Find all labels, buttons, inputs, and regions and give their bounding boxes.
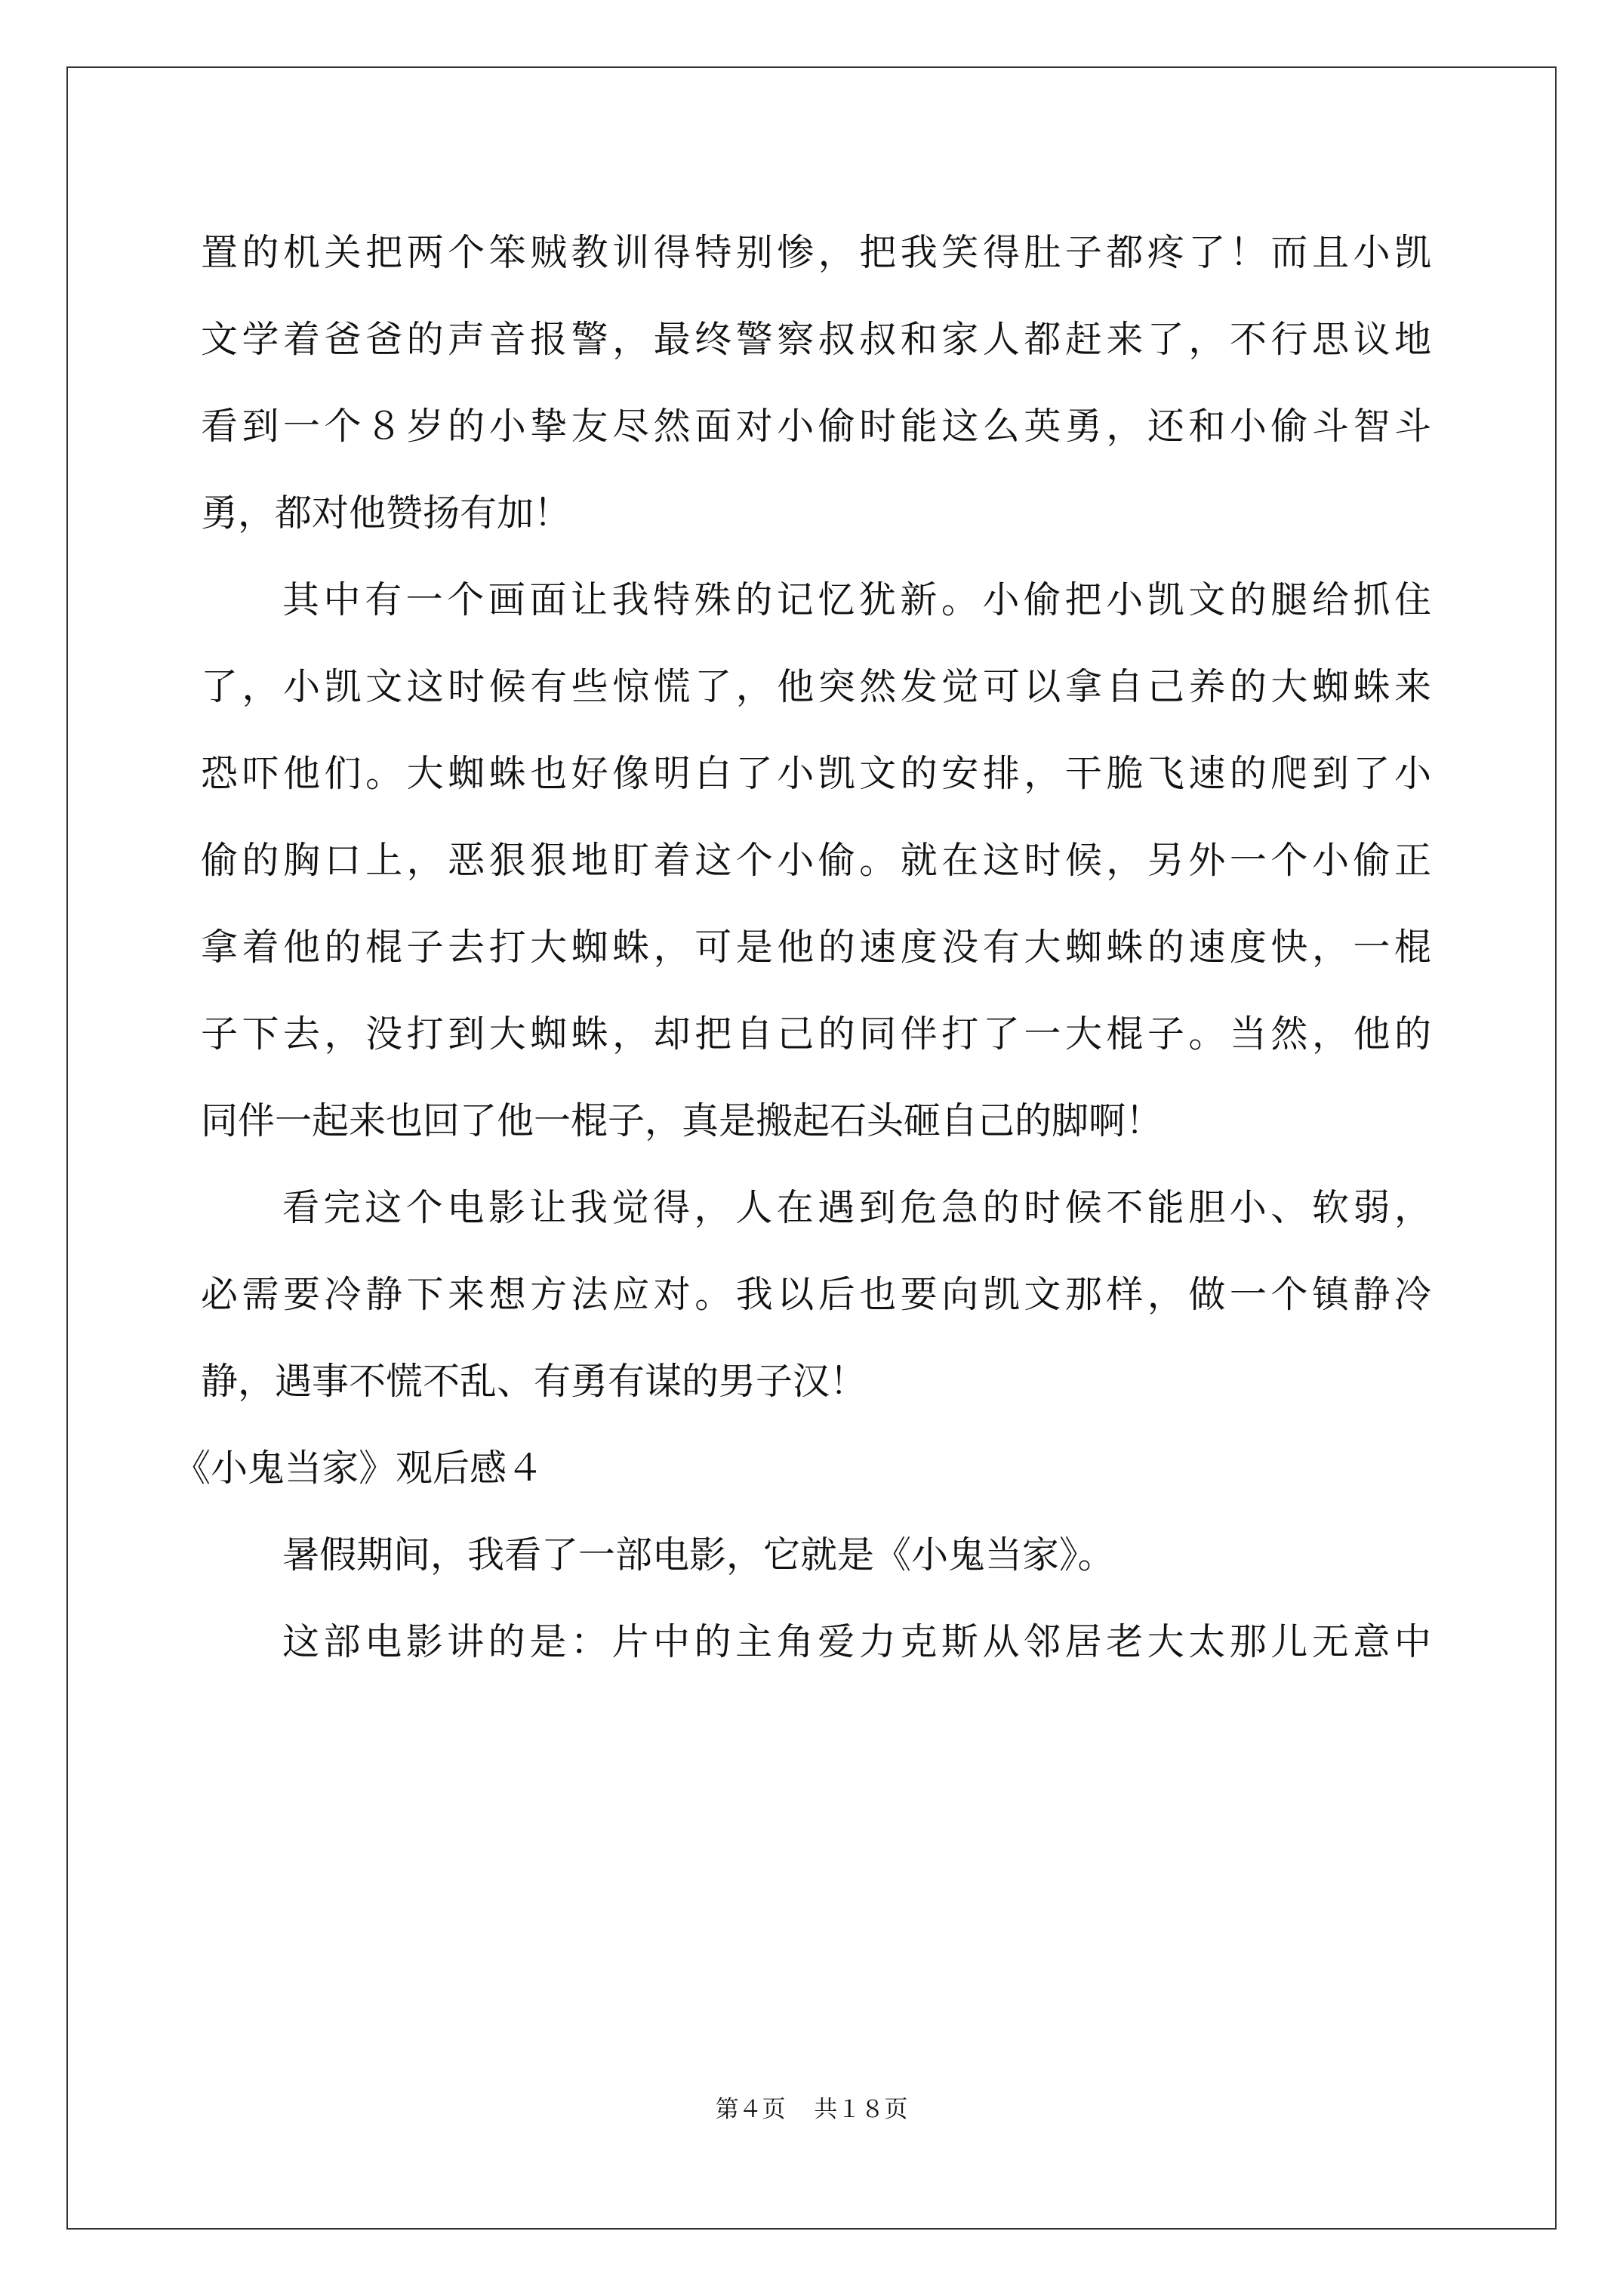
body-line: 子下去，没打到大蜘蛛，却把自己的同伴打了一大棍子。当然，他的 bbox=[201, 1012, 1431, 1056]
body-line: 了，小凯文这时候有些惊慌了，他突然发觉可以拿自己养的大蜘蛛来 bbox=[201, 665, 1431, 708]
section-heading: 《小鬼当家》观后感４ bbox=[174, 1447, 544, 1490]
body-line: 文学着爸爸的声音报警，最终警察叔叔和家人都赶来了，不行思议地 bbox=[201, 318, 1431, 361]
page-total: 共１８页 bbox=[814, 2096, 908, 2123]
body-line: 同伴一起来也回了他一棍子，真是搬起石头砸自己的脚啊！ bbox=[201, 1099, 1163, 1142]
body-line: 看到一个８岁的小挚友尽然面对小偷时能这么英勇，还和小偷斗智斗 bbox=[201, 405, 1431, 448]
body-line: 恐吓他们。大蜘蛛也好像明白了小凯文的安排，干脆飞速的爬到了小 bbox=[201, 752, 1431, 795]
body-line: 勇，都对他赞扬有加！ bbox=[201, 492, 571, 535]
body-line: 拿着他的棍子去打大蜘蛛，可是他的速度没有大蜘蛛的速度快，一棍 bbox=[201, 926, 1431, 969]
paragraph-first-line: 其中有一个画面让我特殊的记忆犹新。小偷把小凯文的腿给抓住 bbox=[282, 578, 1431, 621]
paragraph-first-line: 暑假期间，我看了一部电影，它就是《小鬼当家》。 bbox=[282, 1533, 1115, 1576]
body-line: 偷的胸口上，恶狠狠地盯着这个小偷。就在这时候，另外一个小偷正 bbox=[201, 839, 1431, 882]
body-line: 必需要冷静下来想方法应对。我以后也要向凯文那样，做一个镇静冷 bbox=[201, 1273, 1431, 1316]
paragraph-first-line: 看完这个电影让我觉得，人在遇到危急的时候不能胆小、软弱， bbox=[282, 1186, 1431, 1229]
body-line: 静，遇事不慌不乱、有勇有谋的男子汉！ bbox=[201, 1360, 867, 1403]
page-footer bbox=[0, 2094, 1623, 2125]
paragraph-first-line: 这部电影讲的是：片中的主角爱力克斯从邻居老大太那儿无意中 bbox=[282, 1620, 1431, 1663]
page-number: 第４页 bbox=[715, 2096, 786, 2123]
page-border bbox=[66, 66, 1557, 2230]
body-line: 置的机关把两个笨贼教训得特别惨，把我笑得肚子都疼了！而且小凯 bbox=[201, 231, 1431, 274]
